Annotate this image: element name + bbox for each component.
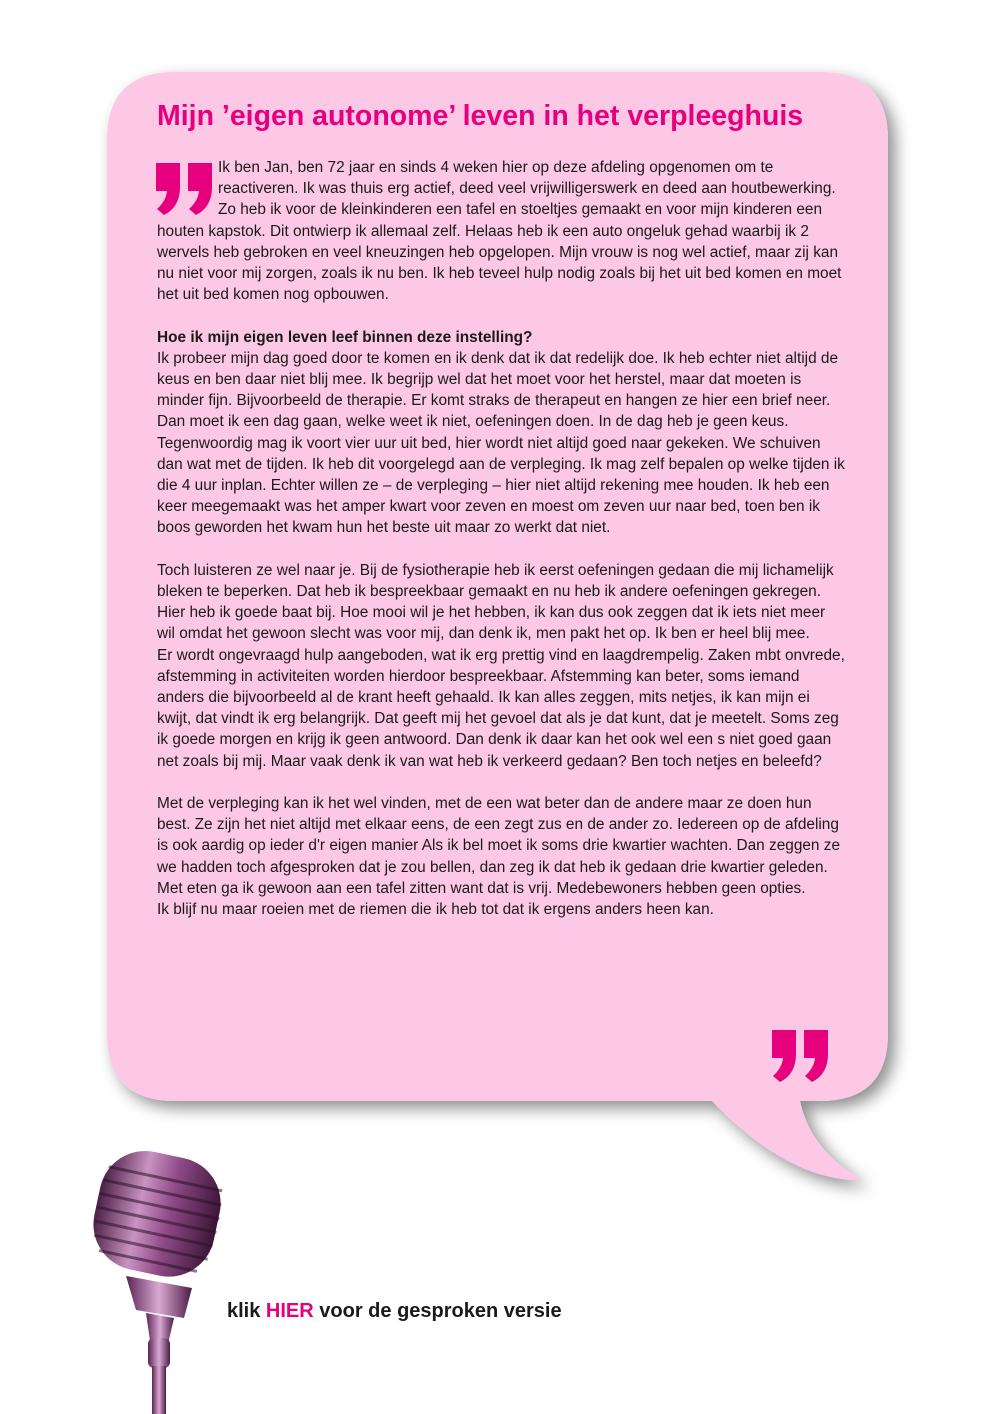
paragraph: Met de verpleging kan ik het wel vinden, met de een wat beter dan de andere maar ze doen hun best. Ze zijn het niet altijd met elkaar eens, de een zegt zus en de ander zo. Iedereen op de afdeling is ook aardig op ieder d'r eigen manier Als ik bel moet ik soms drie kwartier wachten. Dan zeggen ze we hadden toch afgesproken dat je zou bellen, dan zeg ik dat heb ik gedaan drie kwartier geleden. xyxy=(157,795,841,876)
paragraph: Er wordt ongevraagd hulp aangeboden, wat ik erg prettig vind en laagdrempelig. Zaken mbt onvrede, afstemming in activiteiten worden hierdoor bespreekbaar. Afstemming kan beter, soms iemand anders die bijvoorbeeld al de krant heeft gehaald. Ik kan alles zeggen, mits netjes, ik kan mijn ei kwijt, dat vindt ik erg belangrijk. Dat geeft mij het gevoel dat als je dat kunt, dat je meetelt. Soms zeg ik goede morgen en krijg ik geen antwoord. Dan denk ik daar kan het ook wel een s niet goed gaan net zoals bij mij. Maar vaak denk ik van wat heb ik verkeerd gedaan? Ben toch netjes en beleefd? xyxy=(157,646,845,770)
spoken-version-link[interactable]: HIER xyxy=(265,1300,314,1322)
paragraph: Ik probeer mijn dag goed door te komen en ik denk dat ik dat redelijk doe. Ik heb echter niet altijd de keus en ben daar niet blij mee. Ik begrijp wel dat het moet voor het herstel, maar dat moeten is minder fijn. Bijvoorbeeld de therapie. Er komt straks de therapeut en hangen ze hier een brief neer. Dan moet ik een dag gaan, welke weet ik niet, oefeningen doen. In de dag heb je geen keus. xyxy=(157,349,839,431)
microphone-icon xyxy=(88,1148,228,1414)
paragraph: Toch luisteren ze wel naar je. Bij de fysiotherapie heb ik eerst oefeningen gedaan die mij lichamelijk bleken te beperken. Dat heb ik bespreekbaar gemaakt en nu heb ik andere oefeningen gekregen. Hier heb ik goede baat bij. Hoe mooi wil je het hebben, ik kan dus ook zeggen dat ik iets niet meer wil omdat het gewoon slecht was voor mij, dan denk ik, men pakt het op. Ik ben er heel blij mee. xyxy=(157,561,834,643)
paragraph: Met eten ga ik gewoon aan een tafel zitten want dat is vrij. Medebewoners hebben geen opties. xyxy=(157,879,806,897)
link-suffix: voor de gesproken versie xyxy=(313,1300,562,1322)
intro-paragraph: Ik ben Jan, ben 72 jaar en sinds 4 weken hier op deze afdeling opgenomen om te reactiveren. Ik was thuis erg actief, deed veel vrijwilligerswerk en deed aan houtbewerking. Zo heb ik voor de kleinkinderen een tafel en stoeltjes gemaakt en voor mijn kinderen een houten kapstok. Dit ontwierp ik allemaal zelf. Helaas heb ik een auto ongeluk gehad waarbij ik 2 wervels heb gebroken en veel kneuzingen heb opgelopen. Mijn vrouw is nog wel actief, maar zij kan nu niet voor mij zorgen, zoals ik nu ben. Ik heb teveel hulp nodig zoals bij het uit bed komen en moet het uit bed komen nog opbouwen. xyxy=(157,159,842,304)
page-title: Mijn ’eigen autonome’ leven in het verpleeghuis xyxy=(157,100,804,132)
quote-mark-icon xyxy=(770,1028,830,1084)
section-heading: Hoe ik mijn eigen leven leef binnen deze instelling? xyxy=(157,328,533,346)
link-prefix: klik xyxy=(227,1300,266,1322)
quote-spacer xyxy=(157,157,218,220)
article-body xyxy=(157,157,847,920)
paragraph: Ik blijf nu maar roeien met de riemen die ik heb tot dat ik ergens anders heen kan. xyxy=(157,901,714,919)
audio-link-line xyxy=(227,1300,562,1323)
paragraph: Tegenwoordig mag ik voort vier uur uit bed, hier wordt niet altijd goed naar gekeken. We schuiven dan wat met de tijden. Ik heb dit voorgelegd aan de verpleging. Ik mag zelf bepalen op welke tijden ik die 4 uur inplan. Echter willen ze – de verpleging – hier niet altijd rekening mee houden. Ik heb een keer meegemaakt was het amper kwart voor zeven en moest om zeven uur naar bed, toen ben ik boos geworden het kwam hun het beste uit maar zo werkt dat niet. xyxy=(157,434,845,537)
